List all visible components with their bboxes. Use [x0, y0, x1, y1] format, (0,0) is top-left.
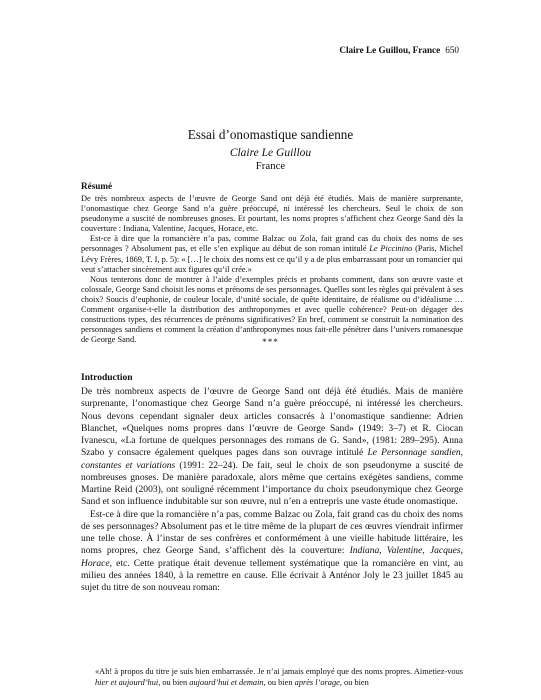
section-separator: *** [262, 337, 279, 347]
intro-p2-title-jacques: Jacques [429, 545, 461, 557]
introduction-heading: Introduction [81, 373, 133, 383]
abstract-paragraph-2 [81, 234, 463, 274]
intro-p2-text-end: , etc. Cette pratique était devenue tellement systématique que la romancière en vint, au milieu des années 1840, à la remettre en cause. Elle écrivait à Anténor Joly le 23 juillet 1845 au sujet du titre de son nouveau roman: [81, 557, 463, 593]
abstract-body [81, 194, 463, 345]
abstract-paragraph-1: De très nombreux aspects de l’œuvre de George Sand ont déjà été étudiés. Mais de manière surprenante, l’onomastique chez George Sand n’a guère préoccupé, ni intéressé les chercheurs. Seul le choix de son pseudonyme a suscité de nombreuses gnoses. Et pourtant, les noms propres s’affichent chez George Sand dès la couverture : Indiana, Valentine, Jacques, Horace, etc. [81, 194, 463, 234]
intro-p2-sep-3: , [460, 545, 463, 557]
running-head [339, 45, 459, 55]
abstract-p2-text: Est-ce à dire que la romancière n’a pas, comme Balzac ou Zola, fait grand cas du choix des noms de ses personnages ? Absolument pas, et elle s’en explique au début de son roman intitulé [81, 234, 463, 254]
intro-p2-title-indiana: Indiana [349, 545, 380, 557]
author-country: France [255, 160, 286, 172]
intro-p2-text: Est-ce à dire que la romancière n’a pas, comme Balzac ou Zola, fait grand cas du choix des noms de ses personnages? Absolument pas et le titre même de la plupart de ces œuvres viendrait infirmer une telle chose. À l’instar de ses confrères et conformément à une vieille habitude littéraire, les noms propres, chez George Sand, s’affichent dès la couverture: [81, 508, 463, 557]
introduction-body [81, 386, 463, 594]
page-number: 650 [445, 45, 459, 55]
intro-p2-title-horace: Horace [81, 557, 110, 569]
quote-text-4: , ou bien [339, 677, 369, 687]
quote-text-3: , ou bien [263, 677, 295, 687]
abstract-p2-text-end: (Paris, Michel Lévy Frères, 1869, T. I, p. 5): « […] le choix des noms est ce qu’il y a de plus embarrassant pour un romancier qui veut s’attacher sincèrement aux figures qu’il crée.» [81, 244, 464, 274]
intro-p1-text: De très nombreux aspects de l’œuvre de George Sand ont déjà été étudiés. Mais de manière surprenante, l’onomastique chez George Sand n’a guère préoccupé, ni intéressé les chercheurs. Nous devons cependant signaler deux articles consacrés à l’onomastique sandienne: Adrien Blanchet, «Quelques noms propres dans l’œuvre de George Sand» (1949: 3–7) et R. Ciocan Ivanescu, «La fortune de quelques personnages des romans de G. Sand», (1981: 289–295). Anna Szabo y consacre également quelques pages dans son ouvrage intitulé [81, 386, 463, 459]
intro-p1-text-end: (1991: 22–24). De fait, seul le choix de son pseudonyme a suscité de nombreuses gnoses. De manière paradoxale, alors même que certains exégètes sandiens, comme Martine Reid (2003), ont souligné récemment l’importance du choix pseudonymique chez George Sand et son influence indubitable sur son œuvre, nul n’en a entrepris une vaste étude onomastique. [81, 459, 463, 508]
quote-italic-1: hier et aujourd’hui [95, 677, 159, 687]
intro-p2-sep-1: , [379, 545, 387, 557]
quote-italic-3: après l’orage [294, 677, 340, 687]
quote-text-1: «Ah! à propos du titre je suis bien embarrassée. Je n’ai jamais employé que des noms propres. Aimetiez-vous [95, 667, 463, 676]
abstract-paragraph-3: Nous tenterons donc de montrer à l’aide d’exemples précis et probants comment, dans son œuvre vaste et colossale, George Sand choisit les noms et prénoms de ses personnages. Quelles sont les règles qui prévalent à ses choix? Soucis d’euphonie, de couleur locale, d’unité sociale, de quête identitaire, de réalisme ou d’idéalisme … Comment organise-t-elle la distribution des anthroponymes et avec quelle cohérence? Peut-on dégager des constructions types, des récurrences de prénoms significatives? En bref, comment se construit la nomination des personnages sandiens et comment la création d’anthroponymes nous fait-elle pénétrer dans l’univers romanesque de George Sand. [81, 274, 463, 345]
introduction-paragraph-2 [81, 509, 463, 595]
intro-p1-book-title: Le Personnage sandien, constantes et variations [81, 447, 463, 471]
quote-italic-2: aujourd’hui et demain [189, 677, 264, 687]
abstract-heading: Résumé [81, 181, 113, 191]
quote-text-2: , ou bien [158, 677, 190, 687]
article-title: Essai d’onomastique sandienne [187, 127, 354, 142]
abstract-p2-title-italic: Le Piccinino [369, 244, 413, 254]
article-author: Claire Le Guillou [229, 147, 312, 159]
block-quote [95, 667, 463, 688]
intro-p2-sep-2: , [422, 545, 430, 557]
intro-p2-title-valentine: Valentine [386, 545, 423, 557]
running-head-author: Claire Le Guillou, France [339, 45, 441, 55]
introduction-paragraph-1 [81, 386, 463, 509]
